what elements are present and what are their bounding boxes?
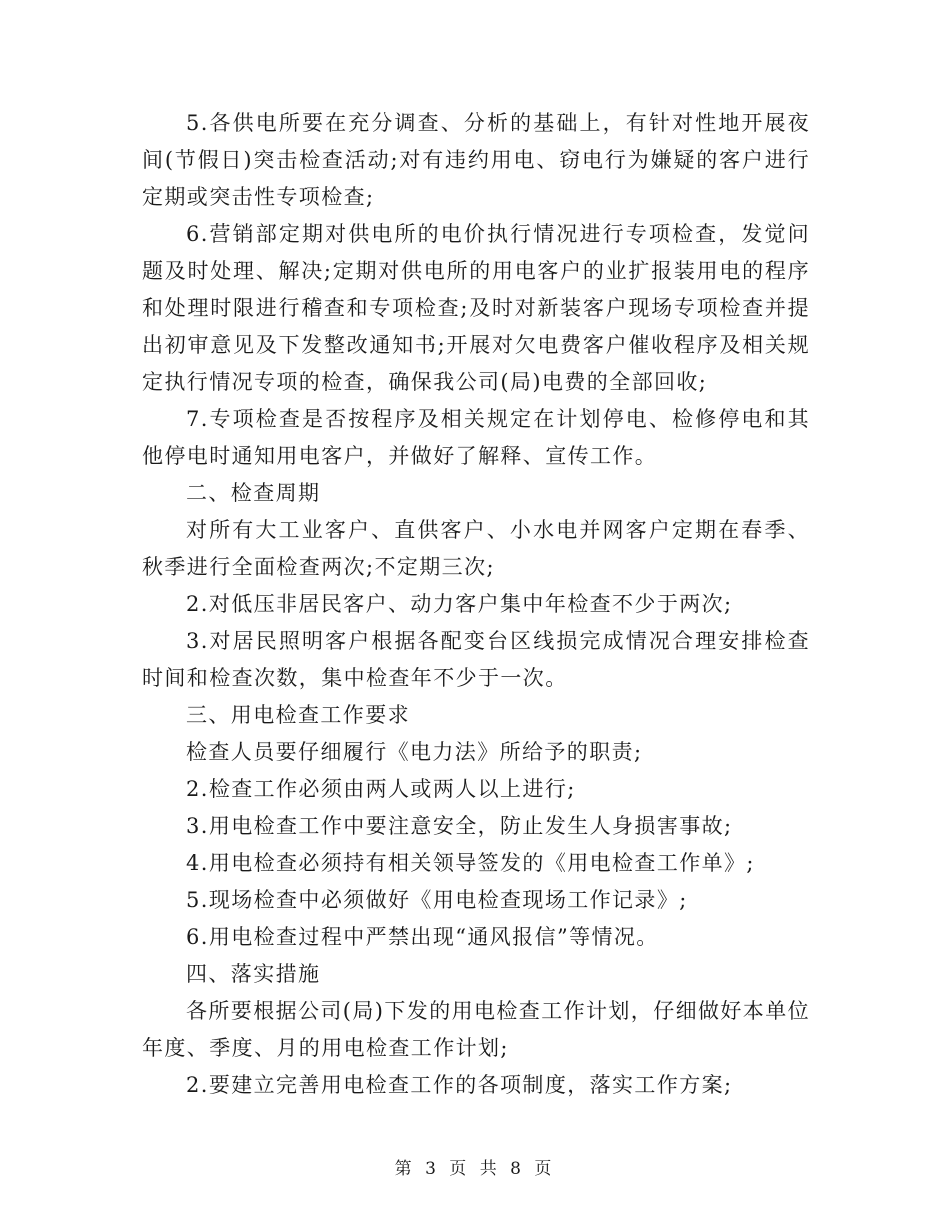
document-body — [142, 105, 810, 1104]
paragraph-requirement-6: 6.用电检查过程中严禁出现“通风报信”等情况。 — [186, 925, 659, 949]
section-heading-requirements: 三、用电检查工作要求 — [186, 703, 410, 727]
paragraph-period-1: 对所有大工业客户、直供客户、小水电并网客户定期在春季、秋季进行全面检查两次;不定期三次; — [142, 518, 810, 579]
paragraph-requirement-3: 3.用电检查工作中要注意安全，防止发生人身损害事故; — [186, 814, 733, 838]
page-number-footer: 第 3 页 共 8 页 — [394, 1159, 556, 1179]
paragraph-period-2: 2.对低压非居民客户、动力客户集中年检查不少于两次; — [186, 592, 733, 616]
paragraph-requirement-5: 5.现场检查中必须做好《用电检查现场工作记录》; — [186, 888, 688, 912]
paragraph-item-6: 6.营销部定期对供电所的电价执行情况进行专项检查，发觉问题及时处理、解决;定期对供电所的用电客户的业扩报装用电的程序和处理时限进行稽查和专项检查;及时对新装客户现场专项检查并提出初审意见及下发整改通知书;开展对欠电费客户催收程序及相关规定执行情况专项的检查，确保我公司(局)电费的全部回收; — [142, 222, 810, 394]
paragraph-requirement-1: 检查人员要仔细履行《电力法》所给予的职责; — [186, 740, 643, 764]
paragraph-item-5: 5.各供电所要在充分调查、分析的基础上，有针对性地开展夜间(节假日)突击检查活动;对有违约用电、窃电行为嫌疑的客户进行定期或突击性专项检查; — [142, 111, 810, 209]
section-heading-measures: 四、落实措施 — [186, 962, 321, 986]
paragraph-period-3: 3.对居民照明客户根据各配变台区线损完成情况合理安排检查时间和检查次数，集中检查年不少于一次。 — [142, 629, 810, 690]
paragraph-measure-1: 各所要根据公司(局)下发的用电检查工作计划，仔细做好本单位年度、季度、月的用电检查工作计划; — [142, 999, 810, 1060]
paragraph-measure-2: 2.要建立完善用电检查工作的各项制度，落实工作方案; — [186, 1073, 733, 1097]
section-heading-check-period: 二、检查周期 — [186, 481, 321, 505]
paragraph-requirement-4: 4.用电检查必须持有相关领导签发的《用电检查工作单》; — [186, 851, 755, 875]
paragraph-requirement-2: 2.检查工作必须由两人或两人以上进行; — [186, 777, 576, 801]
paragraph-item-7: 7.专项检查是否按程序及相关规定在计划停电、检修停电和其他停电时通知用电客户，并做好了解释、宣传工作。 — [142, 407, 810, 468]
